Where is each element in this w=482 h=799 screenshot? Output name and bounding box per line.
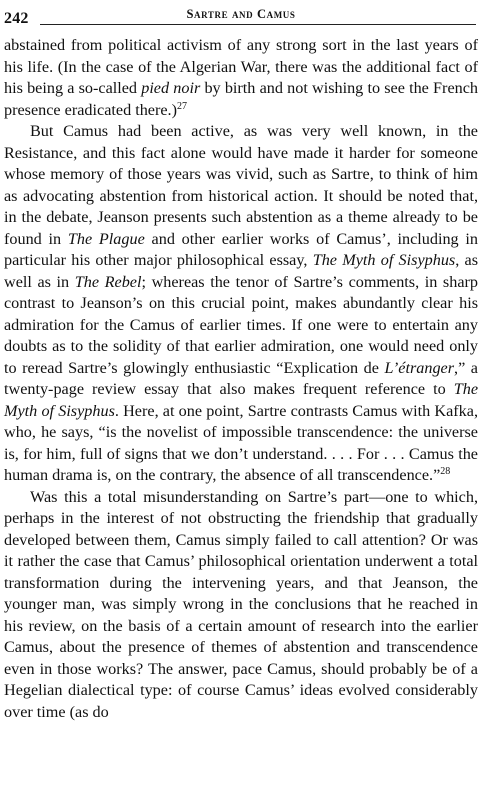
running-title: Sartre and Camus: [186, 7, 296, 21]
italic-title: The Plague: [67, 229, 145, 248]
text-run: . Here, at one point, Sartre contrasts Camus with Kafka, who, he says, “is the novelist of impossible transcendence: the universe is, for him, full of signs that we don’t understand. . . . For . . . Camus the human drama is, on the contrary, the absence of all transcendence.”: [4, 401, 479, 484]
italic-title: pied noir: [141, 79, 201, 97]
text-run: , as well as in: [4, 251, 478, 291]
text-run: and other earlier works of Camus’, including in particular his other major philosophical essay,: [4, 229, 479, 269]
text-run: abstained from political activism of any strong sort in the last years of his life. (In the case of the Algerian War, there was the additional fact of his being a so-called: [4, 36, 478, 97]
page-number: 242: [4, 10, 29, 27]
text-run: ,” a twenty-page review essay that also makes frequent reference to: [4, 358, 478, 398]
italic-title: The Myth of Sisyphus: [4, 380, 478, 420]
text-run: But Camus had been active, as was very well known, in the Resistance, and this fact alone would have made it harder for someone whose memory of those years was vivid, such as Sartre, to think of him as advocating abstention from historical action. It should be noted that, in the debate, Jeanson presents such abstention as a theme already to be found in: [4, 122, 478, 248]
text-run: ; whereas the tenor of Sartre’s comments, in sharp contrast to Jeanson’s on this crucial point, makes abundantly clear his admiration for the Camus of earlier times. If one were to entertain any doubts as to the solidity of that earlier admiration, one would need only to reread Sartre’s glowingly enthusiastic “Explication de: [4, 272, 478, 377]
text-run: Was this a total misunderstanding on Sartre’s part—one to which, perhaps in the interest of not obstructing the friendship that gradually developed between them, Camus simply failed to call attention? Or was it rather the case that Camus’ philosophical orientation underwent a total transformation during the intervening years, and that Jeanson, the younger man, was simply wrong in the conclusions that he reached in his review, on the basis of a certain amount of research into the earlier Camus, about the presence of themes of abstention and transcendence even in those works? The answer, pace Camus, should probably be of a Hegelian dialectical type: of course Camus’ ideas evolved considerably over time (as do: [4, 487, 478, 721]
footnote-marker: 28: [440, 466, 451, 477]
paragraph: [4, 121, 478, 487]
italic-title: The Rebel: [74, 272, 142, 291]
running-header: [4, 6, 478, 28]
footnote-marker: 27: [177, 100, 187, 112]
text-run: by birth and not wishing to see the French presence eradicated there.): [4, 79, 479, 119]
paragraph: [4, 487, 478, 724]
italic-title: L’étranger: [384, 358, 455, 377]
paragraph: [4, 35, 478, 121]
body-text: [4, 35, 478, 723]
header-rule: [40, 24, 476, 25]
italic-title: The Myth of Sisyphus: [312, 251, 456, 269]
